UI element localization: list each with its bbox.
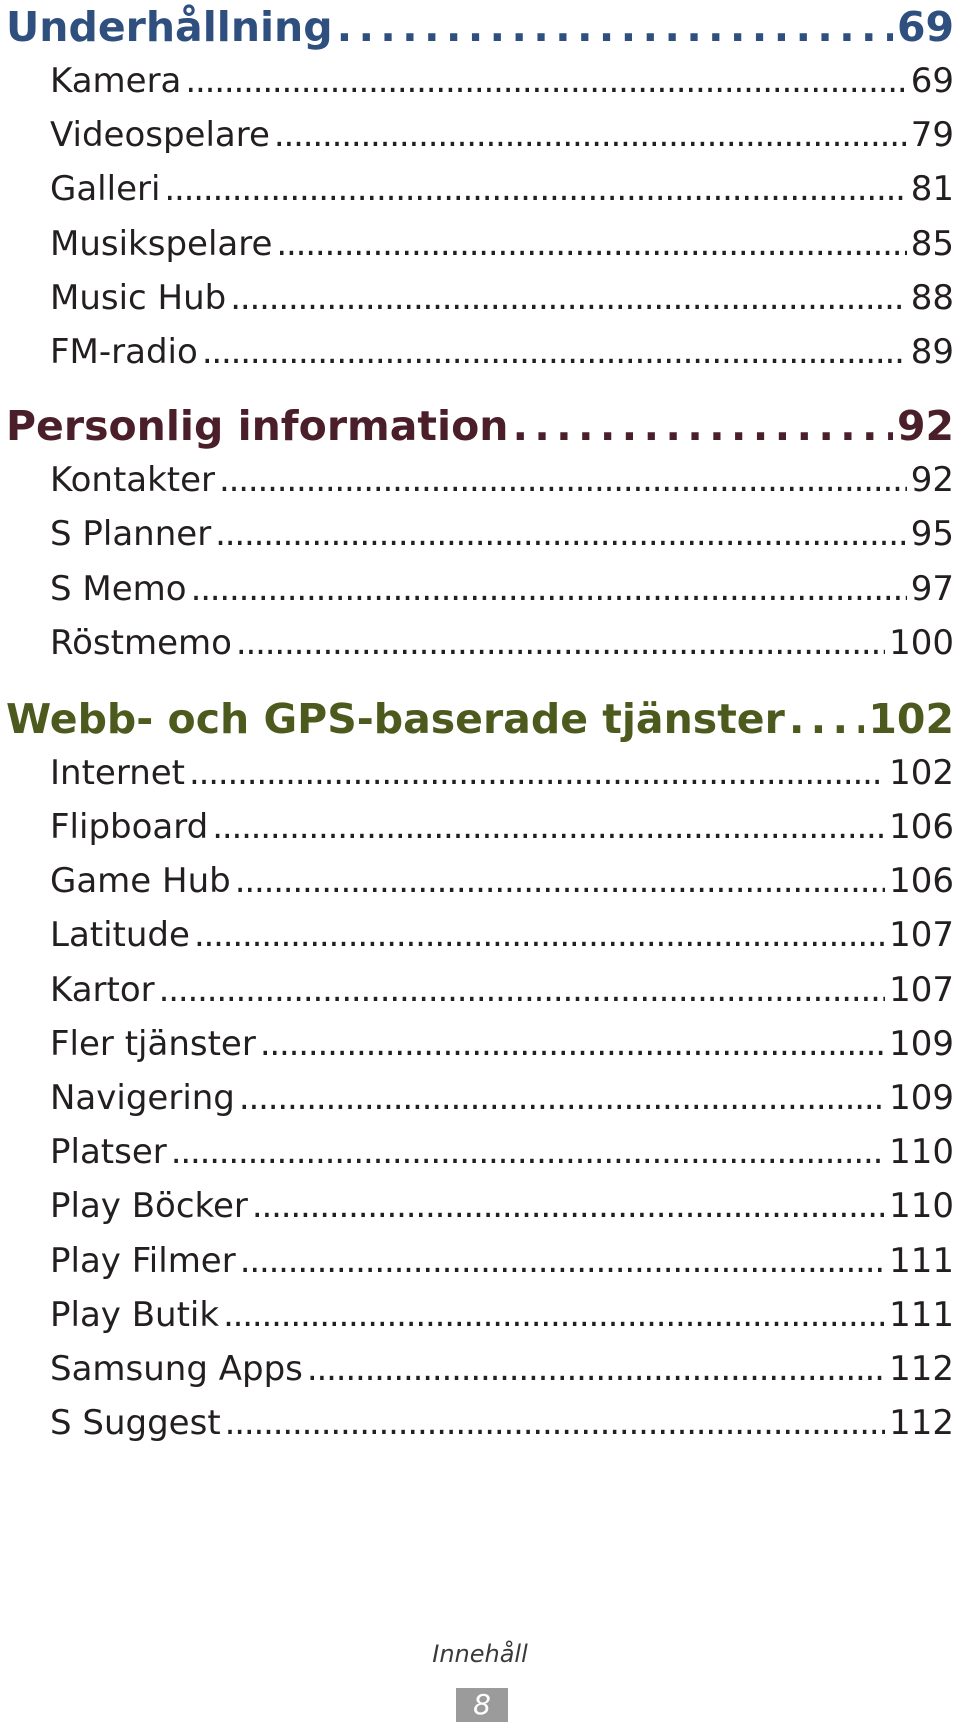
entry-page-number: 109 — [889, 1023, 954, 1064]
entry-label: Kartor — [50, 969, 155, 1010]
entry-label: S Planner — [50, 514, 212, 555]
dot-leader — [189, 746, 885, 800]
entry-page-number: 81 — [910, 169, 954, 210]
toc-entry[interactable] — [0, 453, 960, 507]
section-title: Underhållning — [6, 3, 333, 51]
dot-leader — [191, 562, 907, 616]
dot-leader — [202, 325, 907, 379]
toc-entry[interactable] — [0, 1179, 960, 1233]
entry-page-number: 112 — [889, 1403, 954, 1444]
dot-leader — [239, 1071, 885, 1125]
entry-label: Platser — [50, 1132, 167, 1173]
toc-entry[interactable] — [0, 562, 960, 616]
dot-leader — [223, 1288, 885, 1342]
toc-entry[interactable] — [0, 854, 960, 908]
entry-page-number: 89 — [910, 331, 954, 372]
dot-leader — [235, 854, 885, 908]
toc-entry[interactable] — [0, 746, 960, 800]
toc-entry[interactable] — [0, 162, 960, 216]
entry-page-number: 102 — [889, 752, 954, 793]
dot-leader — [212, 800, 885, 854]
entry-label: Play Filmer — [50, 1240, 236, 1281]
entry-page-number: 111 — [889, 1294, 954, 1335]
toc-entry[interactable] — [0, 1288, 960, 1342]
toc-entry[interactable] — [0, 963, 960, 1017]
dot-leader — [219, 453, 907, 507]
section-spacer — [0, 670, 960, 692]
dot-leader — [225, 1396, 885, 1450]
toc-entry[interactable] — [0, 800, 960, 854]
entry-page-number: 106 — [889, 861, 954, 902]
dot-leader — [337, 0, 893, 54]
entry-label: Fler tjänster — [50, 1023, 256, 1064]
dot-leader — [215, 507, 907, 561]
section-page-number: 102 — [868, 694, 954, 743]
entry-label: Play Böcker — [50, 1186, 248, 1227]
entry-page-number: 106 — [889, 807, 954, 848]
entry-label: Internet — [50, 752, 186, 793]
section-page-number: 69 — [896, 3, 954, 51]
entry-label: Samsung Apps — [50, 1348, 303, 1389]
dot-leader — [274, 108, 907, 162]
entry-page-number: 79 — [910, 115, 954, 156]
toc-entry[interactable] — [0, 217, 960, 271]
toc-entry[interactable] — [0, 54, 960, 108]
entry-page-number: 88 — [910, 277, 954, 318]
entry-page-number: 92 — [910, 460, 954, 501]
toc-entry[interactable] — [0, 1071, 960, 1125]
entry-page-number: 111 — [889, 1240, 954, 1281]
dot-leader — [185, 54, 906, 108]
toc-entry[interactable] — [0, 1017, 960, 1071]
toc-section-underhallning — [0, 0, 960, 379]
page-number-badge: 8 — [456, 1688, 508, 1722]
entry-label: Röstmemo — [50, 622, 232, 663]
dot-leader — [159, 963, 885, 1017]
toc-section-heading[interactable] — [0, 0, 960, 54]
dot-leader — [276, 217, 906, 271]
dot-leader — [240, 1234, 885, 1288]
entry-label: Kontakter — [50, 460, 216, 501]
toc-entry[interactable] — [0, 1342, 960, 1396]
toc-entry[interactable] — [0, 908, 960, 962]
dot-leader — [512, 399, 893, 453]
entry-label: S Suggest — [50, 1403, 221, 1444]
entry-page-number: 110 — [889, 1132, 954, 1173]
section-title: Personlig information — [6, 402, 509, 451]
section-title: Webb- och GPS-baserade tjänster — [6, 694, 785, 743]
toc-entry[interactable] — [0, 616, 960, 670]
dot-leader — [171, 1125, 885, 1179]
footer-section-label: Innehåll — [432, 1640, 528, 1668]
dot-leader — [789, 692, 865, 746]
toc-entry[interactable] — [0, 271, 960, 325]
dot-leader — [164, 162, 906, 216]
section-page-number: 92 — [896, 402, 954, 451]
toc-section-heading[interactable] — [0, 692, 960, 746]
entry-page-number: 100 — [889, 622, 954, 663]
entry-label: Game Hub — [50, 861, 231, 902]
toc-entry[interactable] — [0, 108, 960, 162]
entry-page-number: 97 — [910, 568, 954, 609]
toc-section-personlig-information — [0, 399, 960, 670]
entry-label: Play Butik — [50, 1294, 220, 1335]
entry-label: Galleri — [50, 169, 161, 210]
entry-page-number: 95 — [910, 514, 954, 555]
dot-leader — [194, 908, 885, 962]
entry-label: Kamera — [50, 61, 182, 101]
entry-label: Videospelare — [50, 115, 270, 156]
entry-label: Flipboard — [50, 807, 209, 848]
entry-label: Music Hub — [50, 277, 227, 318]
toc-entry[interactable] — [0, 325, 960, 379]
toc-entry[interactable] — [0, 1234, 960, 1288]
toc-entry[interactable] — [0, 1396, 960, 1450]
toc-entry[interactable] — [0, 1125, 960, 1179]
toc-entry[interactable] — [0, 507, 960, 561]
entry-page-number: 109 — [889, 1078, 954, 1118]
entry-page-number: 107 — [889, 969, 954, 1010]
entry-page-number: 69 — [910, 61, 954, 101]
entry-label: Navigering — [50, 1078, 235, 1118]
section-spacer — [0, 379, 960, 399]
entry-page-number: 107 — [889, 915, 954, 956]
dot-leader — [260, 1017, 885, 1071]
dot-leader — [230, 271, 906, 325]
entry-label: FM-radio — [50, 331, 198, 372]
dot-leader — [307, 1342, 885, 1396]
dot-leader — [252, 1179, 885, 1233]
entry-label: S Memo — [50, 568, 187, 609]
entry-page-number: 110 — [889, 1186, 954, 1227]
toc-section-webb-och-gps — [0, 692, 960, 1450]
entry-label: Musikspelare — [50, 223, 273, 264]
entry-page-number: 112 — [889, 1348, 954, 1389]
entry-page-number: 85 — [910, 223, 954, 264]
dot-leader — [236, 616, 885, 670]
entry-label: Latitude — [50, 915, 190, 956]
toc-section-heading[interactable] — [0, 399, 960, 453]
